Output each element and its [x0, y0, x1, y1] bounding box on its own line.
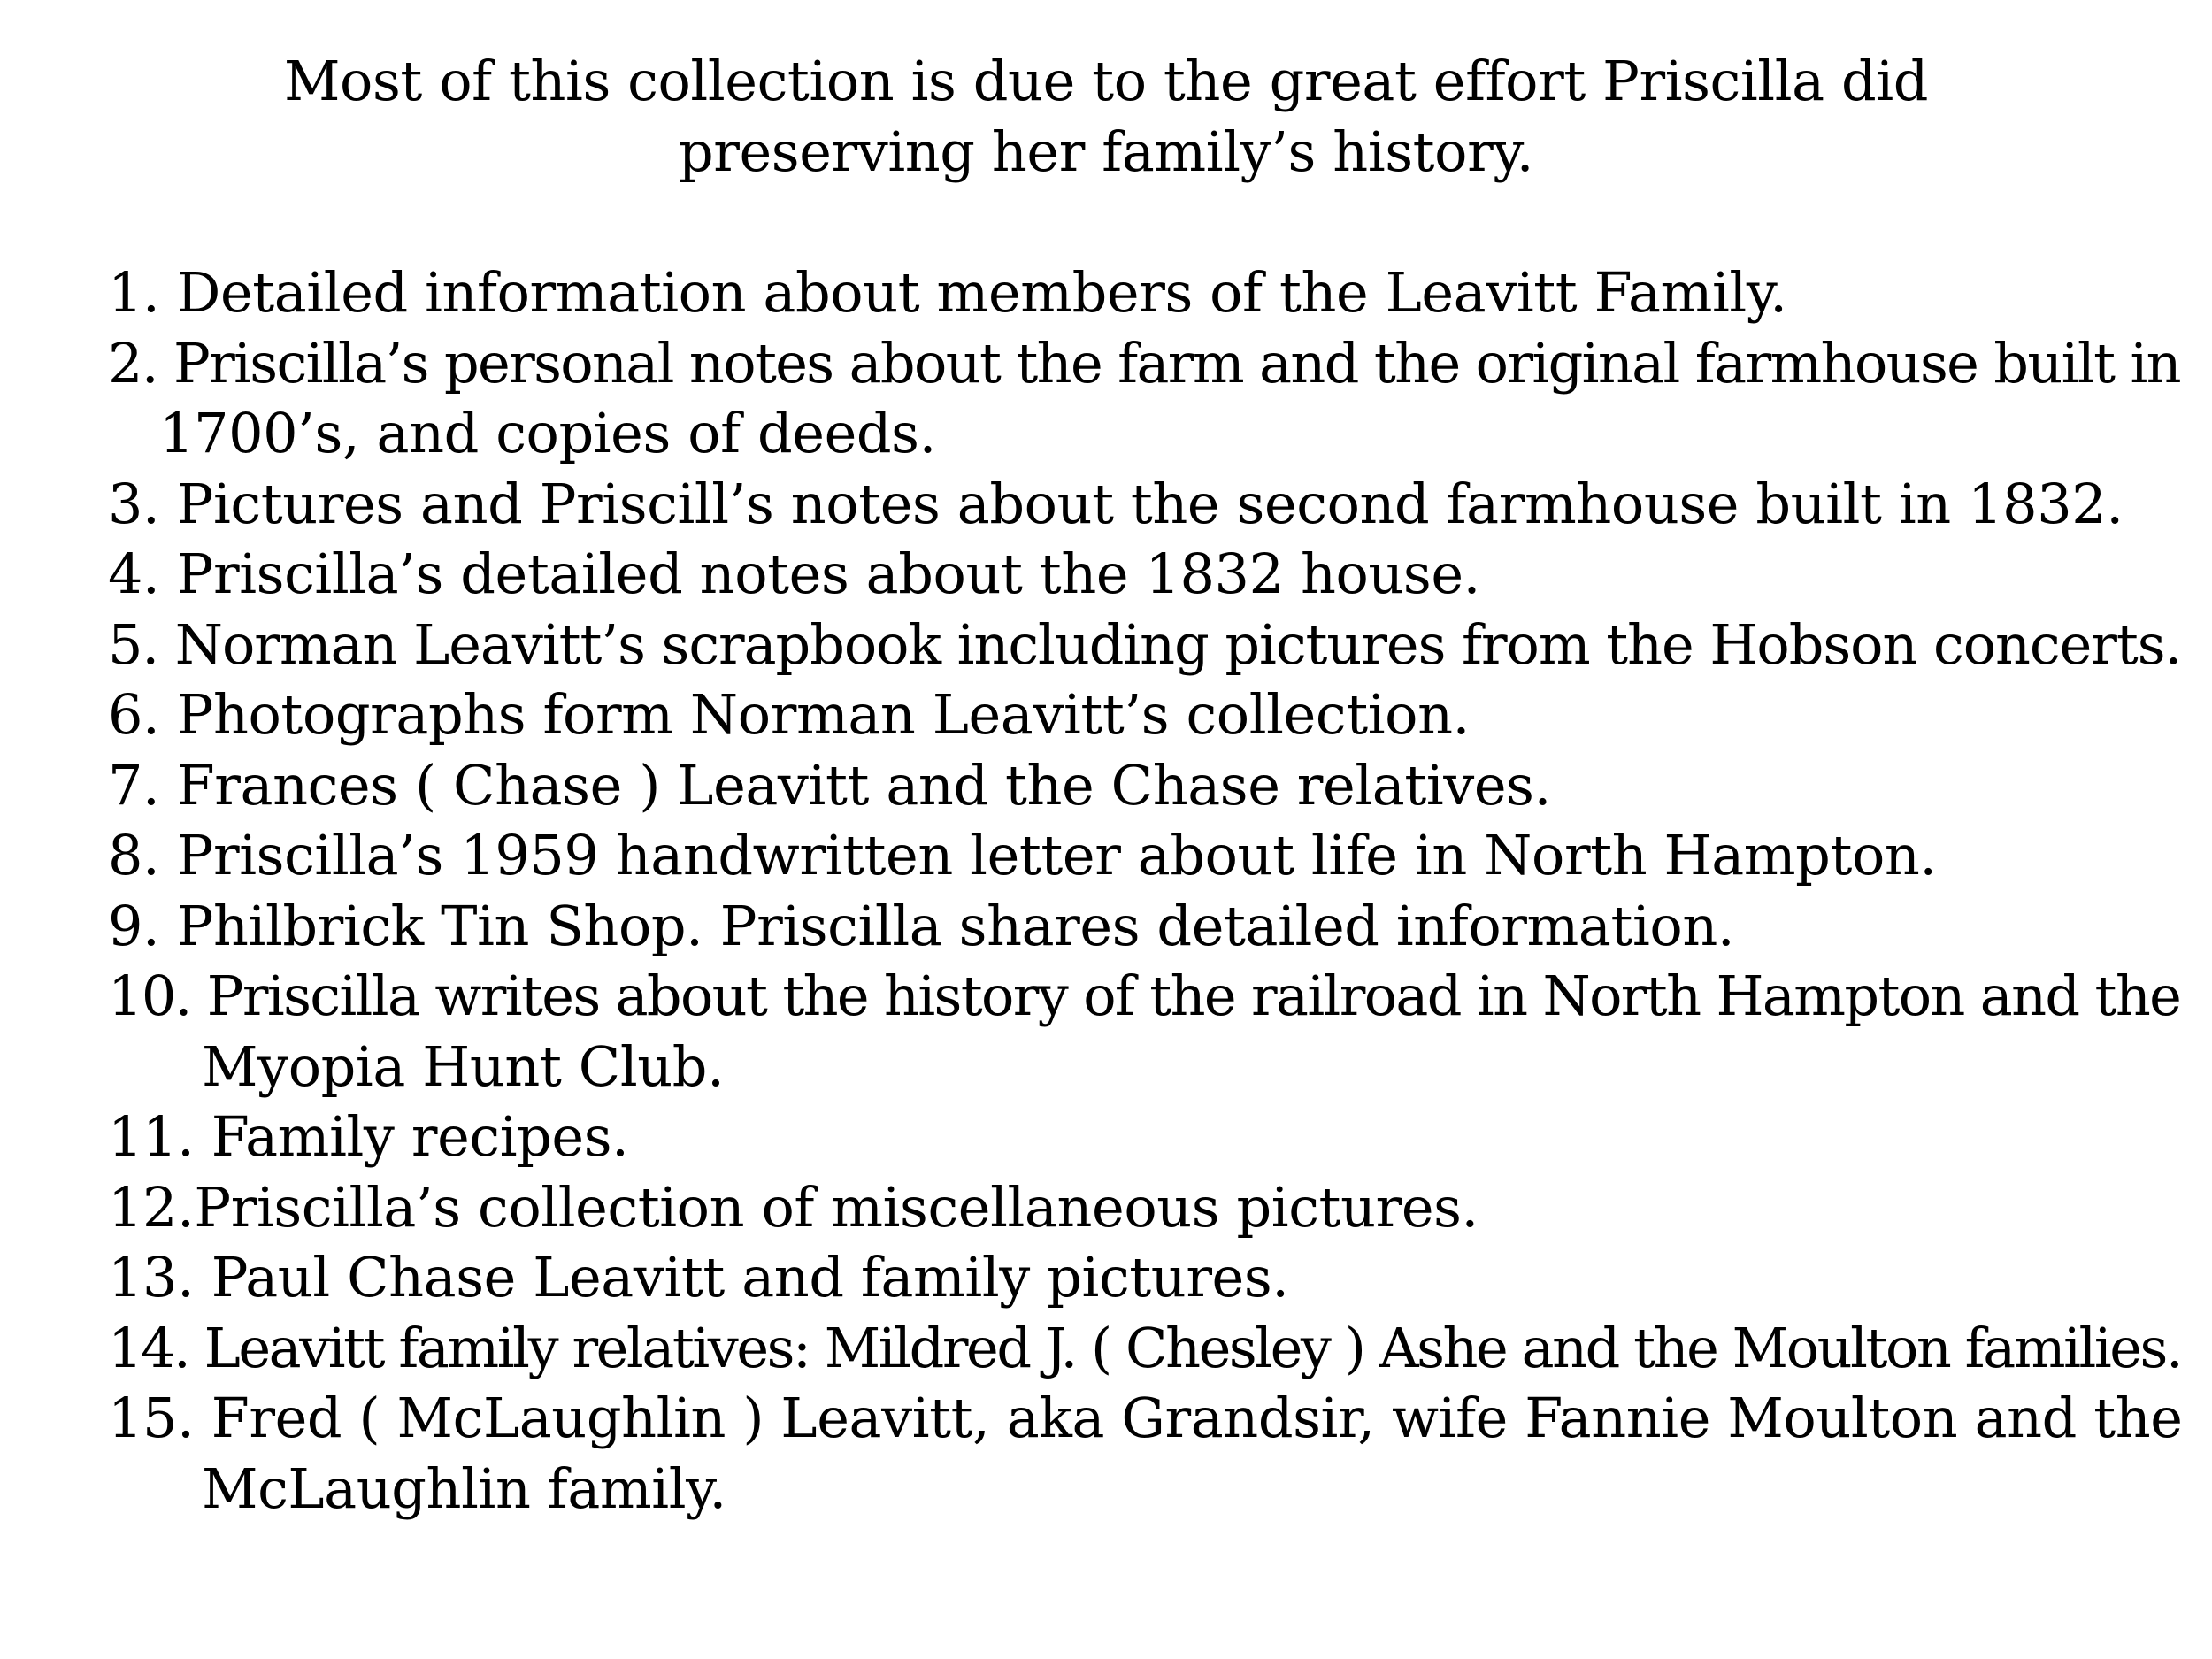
intro-line-2: preserving her family’s history.	[678, 119, 1534, 184]
list-item	[108, 257, 2196, 328]
list-item-text: 7. Frances ( Chase ) Leavitt and the Chase relatives.	[108, 752, 1551, 818]
list-item-text: 5. Norman Leavitt’s scrapbook including pictures from the Hobson concerts.	[108, 611, 2182, 677]
list-item-text: 8. Priscilla’s 1959 handwritten letter about life in North Hampton.	[108, 823, 1937, 887]
list-item	[108, 469, 2196, 540]
list-item-text: 9. Philbrick Tin Shop. Priscilla shares detailed information.	[108, 893, 1735, 958]
list-item-continuation: 1700’s, and copies of deeds.	[159, 401, 936, 465]
list-item	[108, 1172, 2196, 1243]
list-item-text: 3. Pictures and Priscill’s notes about the second farmhouse built in 1832.	[108, 471, 2124, 536]
list-item	[108, 1242, 2196, 1313]
list-item-text: 15. Fred ( McLaughlin ) Leavitt, aka Grandsir, wife Fannie Moulton and the	[108, 1386, 2183, 1450]
list-item-text: 6. Photographs form Norman Leavitt’s collection.	[108, 682, 1470, 747]
list-item	[108, 961, 2196, 1102]
list-item-continuation: McLaughlin family.	[202, 1455, 726, 1521]
list-item	[108, 539, 2196, 610]
list-item-text: 1. Detailed information about members of the Leavitt Family.	[108, 260, 1787, 325]
list-item-continuation: Myopia Hunt Club.	[202, 1033, 725, 1099]
list-item	[108, 328, 2196, 469]
list-item-text: 4. Priscilla’s detailed notes about the 1832 house.	[108, 541, 1480, 606]
list-item	[108, 1383, 2196, 1524]
list-item	[108, 891, 2196, 962]
list-item	[108, 1102, 2196, 1172]
list-item	[108, 1313, 2196, 1384]
list-item	[108, 820, 2196, 891]
list-item-text: 11. Family recipes.	[108, 1104, 629, 1169]
list-item-text: 10. Priscilla writes about the history of the railroad in North Hampton and the	[108, 964, 2181, 1028]
list-item	[108, 610, 2196, 680]
intro-line-1: Most of this collection is due to the great effort Priscilla did	[283, 49, 1929, 113]
intro-paragraph	[0, 46, 2212, 188]
list-item-text: 12.Priscilla’s collection of miscellaneous pictures.	[108, 1174, 1479, 1240]
collection-list	[108, 257, 2196, 1524]
list-item	[108, 680, 2196, 750]
list-item-text: 13. Paul Chase Leavitt and family pictures.	[108, 1245, 1289, 1310]
list-item-text: 2. Priscilla’s personal notes about the farm and the original farmhouse built in	[108, 330, 2180, 396]
list-item	[108, 750, 2196, 821]
list-item-text: 14. Leavitt family relatives: Mildred J. ( Chesley ) Ashe and the Moulton families.	[108, 1315, 2182, 1380]
